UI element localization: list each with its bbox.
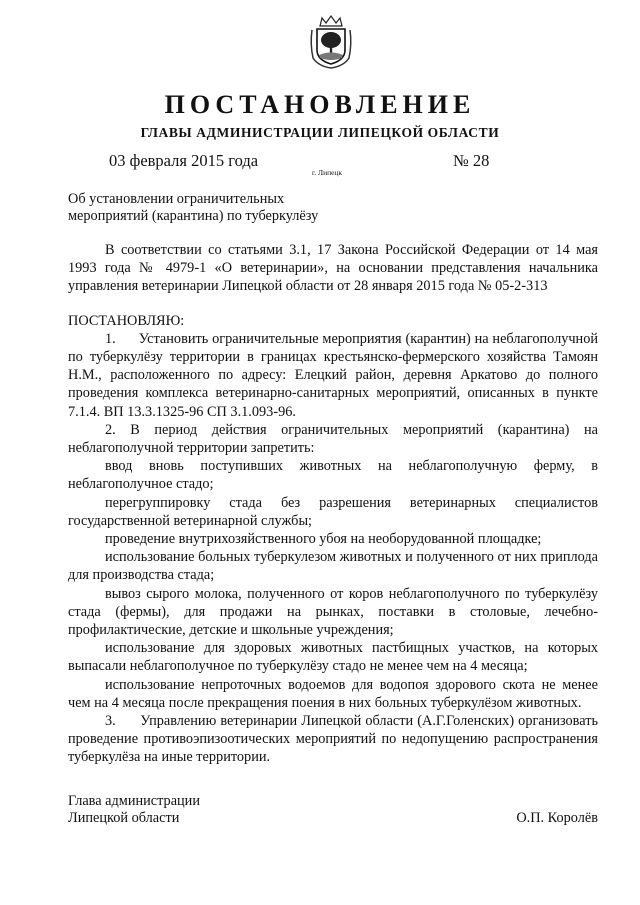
prohibition-7: использование непроточных водоемов для водопоя здорового скота не менее чем на 4 месяца после прекращения поения в них больных туберкулёзом животных.: [68, 676, 598, 711]
item-1: 1. Установить ограничительные мероприятия (карантин) на неблагополучной по туберкулёзу территории в границах крестьянско-фермерского хозяйства Тамоян Н.М., расположенного по адресу: Елецкий район, деревня Аркатово до полного проведения комплекса ветеринарно-санитарных мероприятий, описанных в пункте 7.1.4. ВП 13.3.1325-96 СП 3.1.093-96.: [68, 330, 598, 420]
preamble: В соответствии со статьями 3.1, 17 Закона Российской Федерации от 14 мая 1993 года № 4979-1 «О ветеринарии», на основании представления начальника управления ветеринарии Липецкой области от 28 января 2015 года № 05-2-313: [68, 242, 598, 295]
document-number: № 28: [453, 151, 490, 170]
prohibition-6: использование для здоровых животных пастбищных участков, на которых выпасали неблагополучное по туберкулёзу стадо не менее чем на 4 месяца;: [68, 640, 598, 675]
document-body: [68, 241, 598, 767]
coat-of-arms-icon: [308, 14, 354, 70]
subject-line-2: мероприятий (карантина) по туберкулёзу: [68, 208, 319, 224]
signer-name: О.П. Королёв: [516, 810, 598, 826]
item-3: 3. Управлению ветеринарии Липецкой области (А.Г.Голенских) организовать проведение противоэпизоотических мероприятий по недопущению распространения туберкулёза на иные территории.: [68, 713, 598, 766]
prohibition-2: перегруппировку стада без разрешения ветеринарных специалистов государственной ветеринарной службы;: [68, 494, 598, 529]
signer-position-line-1: Глава администрации: [68, 793, 200, 809]
document-date: 03 февраля 2015 года: [109, 151, 259, 170]
item-2: 2. В период действия ограничительных мероприятий (карантина) на неблагополучной территории запретить:: [68, 421, 598, 457]
document-title: ПОСТАНОВЛЕНИЕ: [164, 90, 476, 119]
subject-line-1: Об установлении ограничительных: [68, 191, 285, 207]
prohibition-4: использование больных туберкулезом животных и полученного от них приплода для производства стада;: [68, 549, 598, 584]
prohibition-1: ввод вновь поступивших животных на неблагополучную ферму, в неблагополучное стадо;: [68, 458, 598, 493]
decree-word: ПОСТАНОВЛЯЮ:: [68, 312, 185, 329]
document-city: г. Липецк: [312, 168, 343, 177]
signer-position-line-2: Липецкой области: [68, 810, 180, 826]
document-subject: [68, 191, 318, 225]
prohibition-3: проведение внутрихозяйственного убоя на необорудованной площадке;: [105, 531, 542, 548]
document-subtitle: ГЛАВЫ АДМИНИСТРАЦИИ ЛИПЕЦКОЙ ОБЛАСТИ: [140, 125, 500, 140]
signature-block: [68, 793, 598, 827]
prohibition-5: вывоз сырого молока, полученного от коров неблагополучного по туберкулёзу стада (фермы), для продажи на рынках, поставки в столовые, лечебно-профилактические, детские и школьные учреждения;: [68, 585, 598, 639]
